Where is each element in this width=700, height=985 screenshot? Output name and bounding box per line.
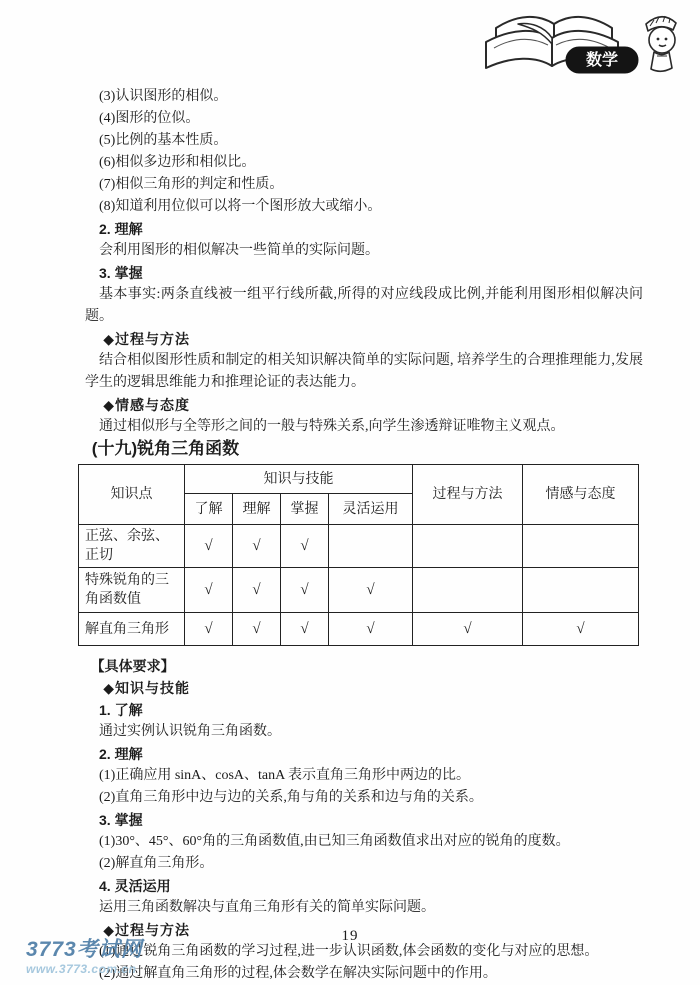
section-title: (十九)锐角三角函数 <box>91 439 240 458</box>
table-row <box>79 613 639 646</box>
paragraph: (1)正确应用 sinA、cosA、tanA 表示直角三角形中两边的比。 <box>99 768 470 783</box>
emotion-attitude-heading: ◆情感与态度 <box>103 397 190 413</box>
paragraph: (2)直角三角形中边与边的关系,角与角的关系和边与角的关系。 <box>99 790 483 805</box>
paragraph: 运用三角函数解决与直角三角形有关的简单实际问题。 <box>99 900 435 915</box>
knowledge-skills-heading: ◆知识与技能 <box>103 680 190 696</box>
paragraph: 通过相似形与全等形之间的一般与特殊关系,向学生渗透辩证唯物主义观点。 <box>99 419 565 434</box>
check-mark <box>413 568 523 613</box>
page-number: 19 <box>341 928 359 944</box>
check-mark <box>523 568 639 613</box>
understand-heading: 2. 理解 <box>99 221 143 237</box>
paragraph: (1)30°、45°、60°角的三角函数值,由已知三角函数值求出对应的锐角的度数。 <box>99 834 570 849</box>
subcol-header-know: 了解 <box>185 494 233 525</box>
paragraph: (2)通过解直角三角形的过程,体会数学在解决实际问题中的作用。 <box>99 966 497 981</box>
watermark <box>26 938 143 977</box>
check-mark: √ <box>185 613 233 646</box>
paragraph: 结合相似图形性质和制定的相关知识解决简单的实际问题, 培养学生的合理推理能力,发展学生的逻辑思维能力和推理论证的表达能力。 <box>85 353 643 390</box>
list-item: (4)图形的位似。 <box>99 111 200 126</box>
watermark-site-url: www.3773.com.cn <box>26 962 137 976</box>
item-heading: 3. 掌握 <box>99 812 143 828</box>
item-heading: 4. 灵活运用 <box>99 878 171 894</box>
subcol-header-understand: 理解 <box>233 494 281 525</box>
master-heading: 3. 掌握 <box>99 265 143 281</box>
subcol-header-master: 掌握 <box>281 494 329 525</box>
document-content <box>85 86 643 985</box>
check-mark <box>413 525 523 568</box>
table-row <box>79 568 639 613</box>
col-header-emotion-attitude: 情感与态度 <box>523 465 639 525</box>
check-mark: √ <box>233 613 281 646</box>
mascot-icon <box>646 16 676 71</box>
check-mark: √ <box>413 613 523 646</box>
list-item: (7)相似三角形的判定和性质。 <box>99 177 284 192</box>
knowledge-point-cell: 特殊锐角的三角函数值 <box>79 568 185 613</box>
subcol-header-flexible-use: 灵活运用 <box>329 494 413 525</box>
check-mark: √ <box>329 568 413 613</box>
paragraph: (1)通过锐角三角函数的学习过程,进一步认识函数,体会函数的变化与对应的思想。 <box>99 944 599 959</box>
knowledge-point-cell: 正弦、余弦、正切 <box>79 525 185 568</box>
requirements-heading: 【具体要求】 <box>90 658 175 674</box>
list-item: (8)知道利用位似可以将一个图形放大或缩小。 <box>99 199 382 214</box>
col-group-knowledge-skills: 知识与技能 <box>185 465 413 494</box>
check-mark: √ <box>329 613 413 646</box>
check-mark: √ <box>185 568 233 613</box>
subject-logo <box>474 4 684 87</box>
subject-badge-label: 数学 <box>585 52 619 69</box>
list-item: (6)相似多边形和相似比。 <box>99 155 256 170</box>
col-header-knowledge-point: 知识点 <box>79 465 185 525</box>
check-mark: √ <box>233 525 281 568</box>
list-item: (3)认识图形的相似。 <box>99 89 228 104</box>
paragraph: 基本事实:两条直线被一组平行线所截,所得的对应线段成比例,并能利用图形相似解决问题。 <box>85 287 643 324</box>
check-mark: √ <box>233 568 281 613</box>
knowledge-point-cell: 解直角三角形 <box>79 613 185 646</box>
paragraph: 通过实例认识锐角三角函数。 <box>99 724 281 739</box>
col-header-process-method: 过程与方法 <box>413 465 523 525</box>
check-mark <box>329 525 413 568</box>
check-mark: √ <box>281 525 329 568</box>
item-heading: 1. 了解 <box>99 702 143 718</box>
check-mark: √ <box>523 613 639 646</box>
watermark-site-name: 3773考试网 <box>26 938 143 961</box>
process-method-heading: ◆过程与方法 <box>103 922 190 938</box>
paragraph: 会利用图形的相似解决一些简单的实际问题。 <box>99 243 379 258</box>
books-and-mascot-icon <box>474 4 684 82</box>
table-row <box>79 525 639 568</box>
check-mark: √ <box>281 568 329 613</box>
paragraph: (2)解直角三角形。 <box>99 856 214 871</box>
check-mark: √ <box>185 525 233 568</box>
item-heading: 2. 理解 <box>99 746 143 762</box>
process-method-heading: ◆过程与方法 <box>103 331 190 347</box>
check-mark: √ <box>281 613 329 646</box>
list-item: (5)比例的基本性质。 <box>99 133 228 148</box>
skills-table <box>78 464 639 646</box>
check-mark <box>523 525 639 568</box>
